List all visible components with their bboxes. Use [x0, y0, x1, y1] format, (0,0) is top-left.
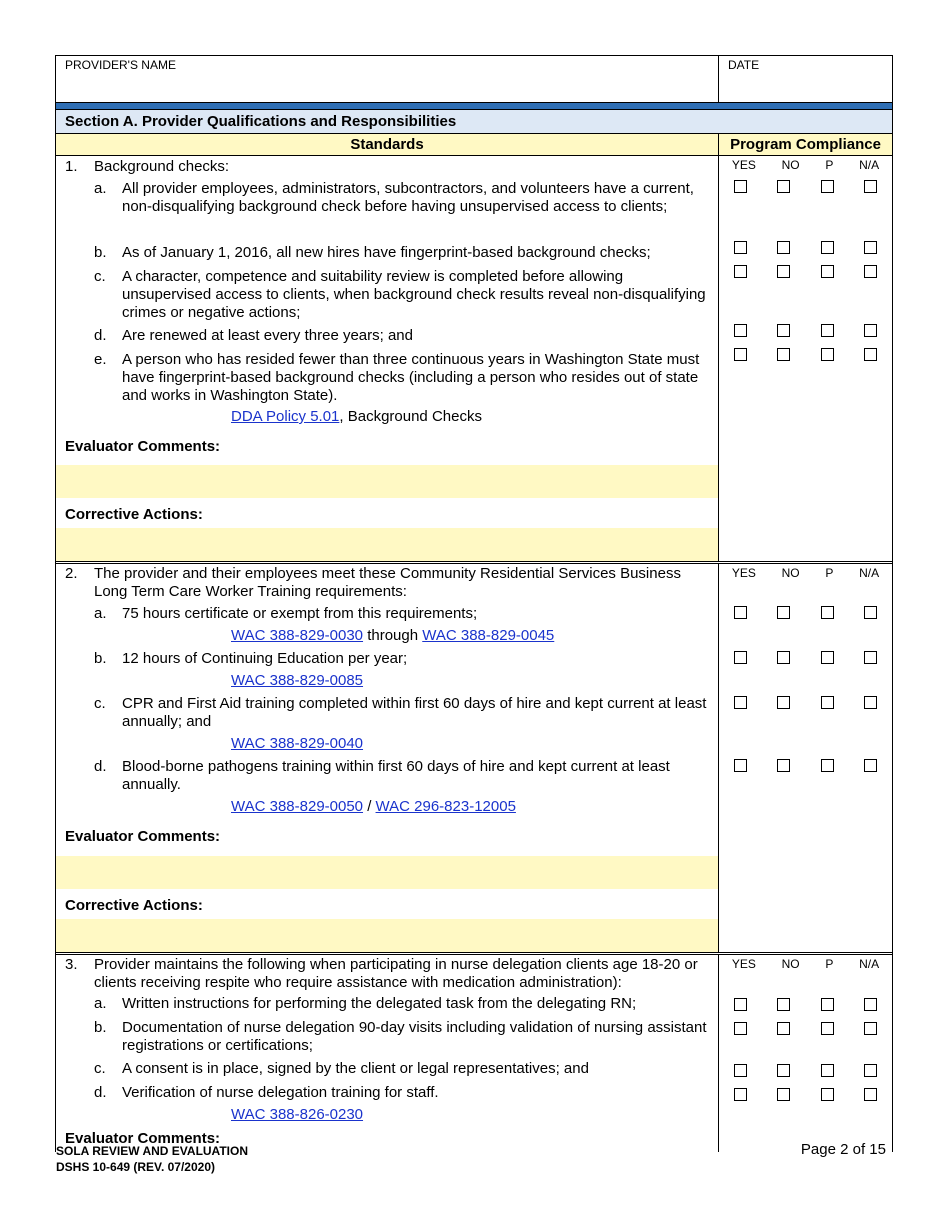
colon: :	[215, 828, 221, 845]
checkbox[interactable]	[777, 1064, 790, 1077]
wac-link[interactable]: WAC 388-829-0050	[231, 798, 364, 815]
checkbox-row-1e	[719, 348, 892, 361]
checkbox[interactable]	[821, 1022, 834, 1035]
evaluator-comments-label: Evaluator Comments	[65, 828, 216, 845]
yes-col: YES	[731, 957, 756, 971]
sub-text: A person who has resided fewer than three continuous years in Washington State must have fingerprint-based background checks (including a person who resides out of state and works in Washington State).	[122, 351, 700, 404]
checkbox[interactable]	[821, 998, 834, 1011]
sub-letter: b.	[94, 1019, 107, 1036]
checkbox[interactable]	[821, 759, 834, 772]
checkbox[interactable]	[864, 324, 877, 337]
checkbox[interactable]	[777, 998, 790, 1011]
checkbox-row-3c	[719, 1064, 892, 1077]
checkbox-row-3d	[719, 1088, 892, 1101]
evaluator-comments-field[interactable]	[56, 856, 718, 889]
evaluator-comments-label: Evaluator Comments	[65, 438, 216, 455]
sub-text: Verification of nurse delegation training for staff.	[122, 1084, 439, 1101]
wac-link[interactable]: WAC 388-829-0040	[231, 735, 364, 752]
checkbox[interactable]	[821, 265, 834, 278]
checkbox[interactable]	[864, 348, 877, 361]
section-title: Section A. Provider Qualifications and Responsibilities	[56, 110, 892, 134]
item-number: 3.	[65, 956, 78, 973]
wac-link[interactable]: WAC 388-829-0030	[231, 627, 364, 644]
checkbox[interactable]	[777, 696, 790, 709]
evaluator-comments-label: Evaluator Comments	[65, 1130, 216, 1147]
sub-letter: c.	[94, 695, 106, 712]
standards-heading: Standards	[56, 134, 719, 155]
wac-link[interactable]: WAC 296-823-12005	[375, 798, 516, 815]
checkbox[interactable]	[777, 265, 790, 278]
checkbox[interactable]	[777, 348, 790, 361]
checkbox[interactable]	[864, 651, 877, 664]
checkbox[interactable]	[734, 696, 747, 709]
wac-link[interactable]: WAC 388-826-0230	[231, 1106, 364, 1123]
checkbox[interactable]	[777, 1088, 790, 1101]
checkbox[interactable]	[864, 998, 877, 1011]
checkbox[interactable]	[864, 265, 877, 278]
checkbox[interactable]	[864, 696, 877, 709]
checkbox-row-1b	[719, 241, 892, 254]
sub-letter: b.	[94, 244, 107, 261]
sub-letter: d.	[94, 758, 107, 775]
evaluator-comments-field[interactable]	[56, 465, 718, 498]
checkbox[interactable]	[734, 1064, 747, 1077]
checkbox-row-1c	[719, 265, 892, 278]
checkbox[interactable]	[821, 1088, 834, 1101]
wac-link[interactable]: WAC 388-829-0045	[422, 627, 555, 644]
checkbox-row-2a	[719, 606, 892, 619]
checkbox-row-1d	[719, 324, 892, 337]
checkbox[interactable]	[734, 759, 747, 772]
checkbox-row-2d	[719, 759, 892, 772]
no-col: NO	[781, 957, 800, 971]
checkbox[interactable]	[734, 606, 747, 619]
colon: :	[197, 897, 203, 914]
sub-text: CPR and First Aid training completed within first 60 days of hire and kept current at least annually; and	[122, 695, 707, 730]
yes-col: YES	[731, 158, 756, 172]
compliance-columns	[719, 156, 892, 174]
sub-text: 75 hours certificate or exempt from this requirements;	[122, 605, 478, 622]
sub-letter: a.	[94, 995, 107, 1012]
compliance-columns	[719, 955, 892, 973]
compliance-heading: Program Compliance	[730, 136, 881, 153]
form-frame	[55, 55, 893, 1152]
no-col: NO	[781, 566, 800, 580]
item-text: Background checks:	[94, 158, 230, 175]
checkbox[interactable]	[734, 348, 747, 361]
p-col: P	[825, 566, 834, 580]
checkbox-row-1a	[719, 180, 892, 193]
na-col: N/A	[859, 566, 880, 580]
checkbox-row-3a	[719, 998, 892, 1011]
provider-name-field[interactable]	[56, 56, 719, 102]
sub-letter: c.	[94, 268, 106, 285]
checkbox[interactable]	[821, 651, 834, 664]
colon: :	[215, 1130, 221, 1147]
column-header-row	[56, 134, 892, 156]
sub-text: A character, competence and suitability review is completed before allowing unsupervised access to clients, when background check results reveal non-disqualifying crimes or negative actions;	[122, 268, 706, 321]
ref-text: , Background Checks	[339, 408, 482, 425]
checkbox[interactable]	[777, 606, 790, 619]
standard-item-2	[56, 564, 892, 955]
corrective-actions-field[interactable]	[56, 528, 718, 561]
checkbox[interactable]	[821, 606, 834, 619]
item-number: 1.	[65, 158, 78, 175]
sub-text: Are renewed at least every three years; and	[122, 327, 413, 344]
provider-name-label: PROVIDER'S NAME	[65, 58, 176, 72]
checkbox[interactable]	[864, 606, 877, 619]
checkbox[interactable]	[821, 180, 834, 193]
checkbox[interactable]	[777, 180, 790, 193]
header-row	[56, 56, 892, 103]
sub-text: 12 hours of Continuing Education per year;	[122, 650, 408, 667]
sub-letter: a.	[94, 180, 107, 197]
sub-text: All provider employees, administrators, subcontractors, and volunteers have a current, non-disqualifying background check before having unsupervised access to clients;	[122, 180, 694, 215]
ref-text: /	[363, 798, 376, 815]
corrective-actions-label: Corrective Actions	[65, 506, 198, 523]
form-footer	[56, 1143, 248, 1175]
corrective-actions-field[interactable]	[56, 919, 718, 952]
checkbox[interactable]	[777, 759, 790, 772]
wac-link[interactable]: WAC 388-829-0085	[231, 672, 364, 689]
item-number: 2.	[65, 565, 78, 582]
date-field[interactable]	[719, 56, 892, 102]
page-number: Page 2 of 15	[800, 1141, 886, 1158]
checkbox-row-2c	[719, 696, 892, 709]
sub-letter: c.	[94, 1060, 106, 1077]
sub-letter: e.	[94, 351, 107, 368]
no-col: NO	[781, 158, 800, 172]
checkbox[interactable]	[734, 324, 747, 337]
yes-col: YES	[731, 566, 756, 580]
checkbox[interactable]	[864, 241, 877, 254]
ref-text: through	[363, 627, 423, 644]
compliance-columns	[719, 564, 892, 582]
standard-item-1	[56, 156, 892, 564]
checkbox-row-3b	[719, 1022, 892, 1035]
checkbox[interactable]	[734, 241, 747, 254]
item-text: Provider maintains the following when participating in nurse delegation clients age 18-20 or clients receiving respite who require assistance with medication administration):	[94, 956, 698, 991]
form-title: SOLA REVIEW AND EVALUATION	[56, 1144, 248, 1158]
checkbox[interactable]	[821, 348, 834, 361]
colon: :	[215, 438, 221, 455]
checkbox[interactable]	[821, 324, 834, 337]
na-col: N/A	[859, 158, 880, 172]
checkbox[interactable]	[734, 1022, 747, 1035]
colon: :	[197, 506, 203, 523]
corrective-actions-label: Corrective Actions	[65, 897, 198, 914]
checkbox[interactable]	[734, 265, 747, 278]
checkbox[interactable]	[734, 1088, 747, 1101]
form-number: DSHS 10-649 (REV. 07/2020)	[56, 1160, 215, 1174]
checkbox-row-2b	[719, 651, 892, 664]
divider-bar	[56, 103, 892, 110]
checkbox[interactable]	[821, 1064, 834, 1077]
sub-letter: d.	[94, 1084, 107, 1101]
sub-text: A consent is in place, signed by the client or legal representatives; and	[122, 1060, 589, 1077]
sub-text: Blood-borne pathogens training within first 60 days of hire and kept current at least annually.	[122, 758, 670, 793]
p-col: P	[825, 957, 834, 971]
checkbox[interactable]	[734, 180, 747, 193]
checkbox[interactable]	[777, 241, 790, 254]
sub-text: Written instructions for performing the delegated task from the delegating RN;	[122, 995, 637, 1012]
sub-letter: b.	[94, 650, 107, 667]
standard-item-3	[56, 955, 892, 1152]
checkbox[interactable]	[864, 1088, 877, 1101]
checkbox[interactable]	[734, 998, 747, 1011]
checkbox[interactable]	[864, 1064, 877, 1077]
checkbox[interactable]	[821, 696, 834, 709]
checkbox[interactable]	[777, 1022, 790, 1035]
item-text: The provider and their employees meet these Community Residential Services Business Long Term Care Worker Training requirements:	[94, 565, 681, 600]
sub-letter: a.	[94, 605, 107, 622]
checkbox[interactable]	[821, 241, 834, 254]
date-label: DATE	[728, 58, 760, 72]
checkbox[interactable]	[734, 651, 747, 664]
sub-text: Documentation of nurse delegation 90-day visits including validation of nursing assistant registrations or certifications;	[122, 1019, 707, 1054]
na-col: N/A	[859, 957, 880, 971]
sub-letter: d.	[94, 327, 107, 344]
checkbox[interactable]	[864, 1022, 877, 1035]
checkbox[interactable]	[777, 651, 790, 664]
checkbox[interactable]	[864, 759, 877, 772]
sub-text: As of January 1, 2016, all new hires have fingerprint-based background checks;	[122, 244, 651, 261]
checkbox[interactable]	[864, 180, 877, 193]
dda-policy-link[interactable]: DDA Policy 5.01	[231, 408, 340, 425]
p-col: P	[825, 158, 834, 172]
checkbox[interactable]	[777, 324, 790, 337]
